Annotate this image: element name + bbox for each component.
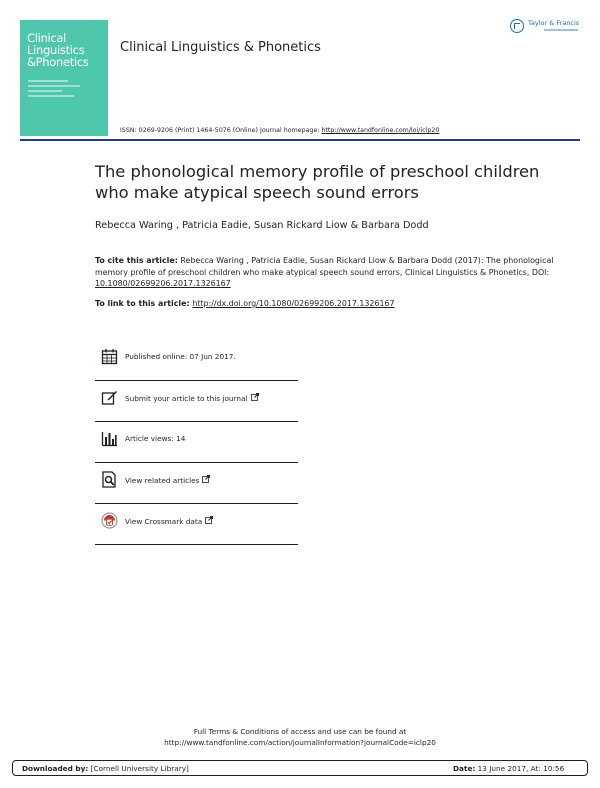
- publisher-logo-icon: [510, 19, 524, 33]
- article-doi-url-link[interactable]: http://dx.doi.org/10.1080/02699206.2017.1326167: [192, 299, 395, 308]
- cover-title: Clinical Linguistics &Phonetics: [27, 31, 89, 69]
- journal-info-link[interactable]: http://www.tandfonline.com/action/journalInformation?journalCode=iclp20: [164, 738, 436, 747]
- article-link-line: [95, 299, 395, 308]
- citation-label: To cite this article:: [95, 256, 178, 265]
- external-link-icon: [205, 516, 213, 524]
- terms-footer: Full Terms & Conditions of access and use can be found at http://www.tandfonline.com/action/journalInformation?journalCode=iclp20: [0, 726, 600, 748]
- submit-article-link[interactable]: Submit your article to this journal: [125, 394, 248, 403]
- link-label: To link to this article:: [95, 299, 193, 308]
- article-views-row: [95, 422, 298, 463]
- related-articles-row[interactable]: [95, 463, 298, 504]
- doi-link[interactable]: 10.1080/02699206.2017.1326167: [95, 279, 231, 288]
- published-online-text: Published online: 07 Jun 2017.: [125, 352, 236, 361]
- crossmark-row[interactable]: [95, 504, 298, 545]
- published-online-row: [95, 340, 298, 381]
- external-link-icon: [251, 393, 259, 401]
- issn-line: ISSN: 0269-9206 (Print) 1464-5076 (Online) Journal homepage: http://www.tandfonline.com/loi/iclp20: [120, 127, 440, 134]
- article-info-list: [95, 340, 298, 545]
- download-info-bar: Downloaded by: [Cornell University Library] Date: 13 June 2017, At: 10:56: [12, 760, 588, 776]
- journal-homepage-link[interactable]: http://www.tandfonline.com/loi/iclp20: [321, 127, 440, 134]
- search-document-icon: [101, 471, 118, 488]
- related-articles-link[interactable]: View related articles: [125, 476, 200, 485]
- journal-cover-image: [20, 20, 108, 136]
- citation-block: To cite this article: Rebecca Waring , Patricia Eadie, Susan Rickard Liow & Barbara Dodd (2017): The phonological memory profile of preschool children who make atypical speech sound errors, Clinical Linguistics & Phonetics, DOI: 10.1080/02699206.2017.1326167: [95, 256, 554, 288]
- cover-decoration: [28, 80, 68, 82]
- crossmark-icon: [101, 512, 118, 529]
- bar-chart-icon: [101, 430, 118, 447]
- edit-icon: [101, 389, 118, 406]
- crossmark-link[interactable]: View Crossmark data: [125, 517, 203, 526]
- cover-decoration: [28, 85, 80, 87]
- header-divider: [20, 139, 580, 141]
- journal-title: Clinical Linguistics & Phonetics: [120, 40, 321, 55]
- calendar-icon: [101, 348, 118, 365]
- cover-decoration: [28, 90, 62, 92]
- article-views-text: Article views: 14: [125, 434, 186, 443]
- external-link-icon: [202, 475, 210, 483]
- article-authors: Rebecca Waring , Patricia Eadie, Susan Rickard Liow & Barbara Dodd: [95, 220, 429, 231]
- cover-decoration: [28, 95, 74, 97]
- submit-article-row[interactable]: [95, 381, 298, 422]
- article-title: The phonological memory profile of preschool children who make atypical speech sound errors: [95, 162, 540, 202]
- publisher-logo: Taylor & Francis: [510, 17, 584, 37]
